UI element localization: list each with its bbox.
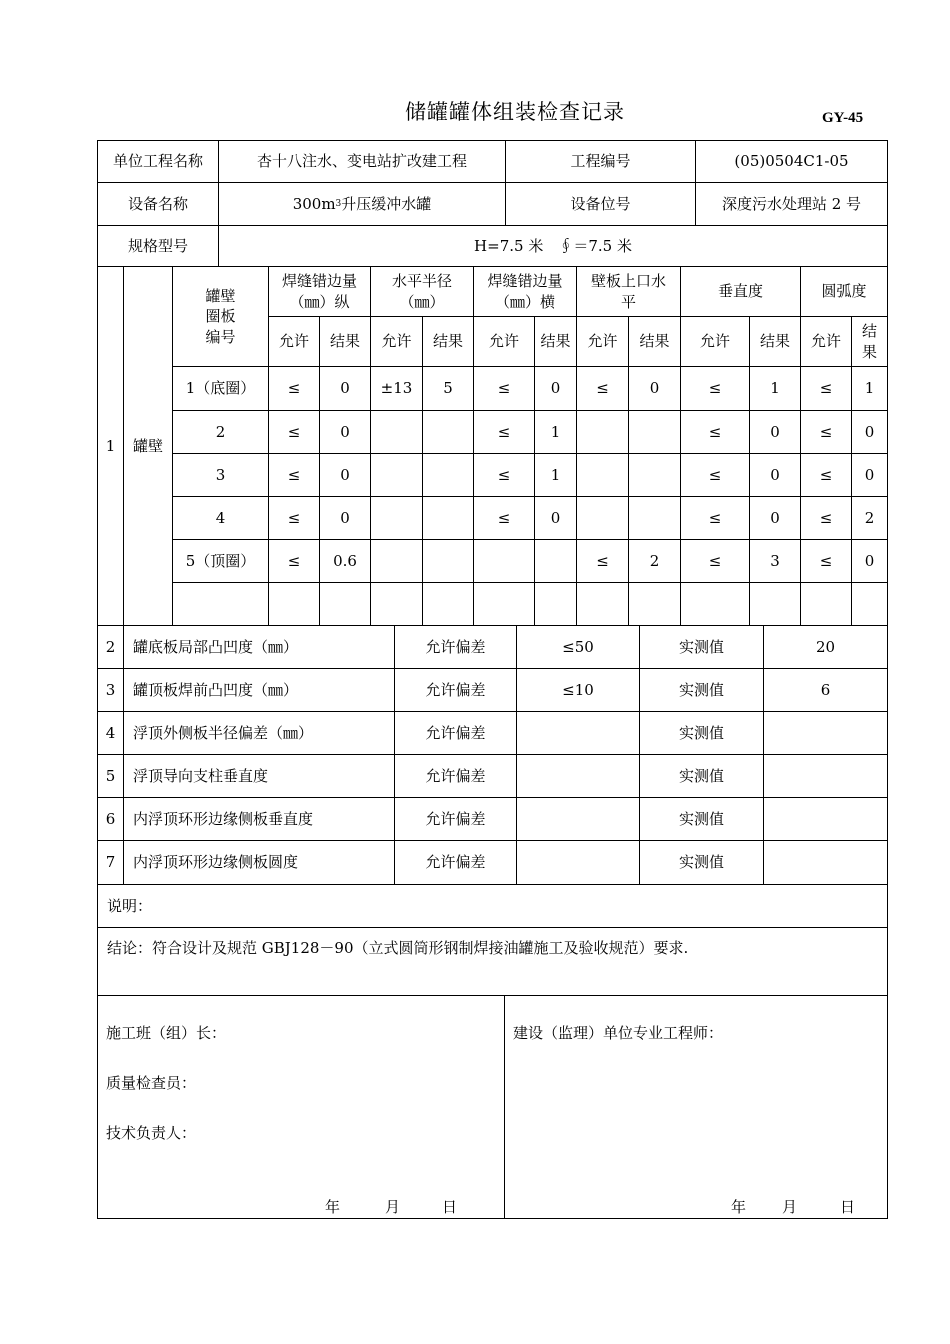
result-value <box>422 410 474 454</box>
equipment-volume: 300m <box>292 194 336 213</box>
allow-value <box>800 582 852 626</box>
allow-value <box>576 453 629 497</box>
tolerance-value <box>516 840 640 885</box>
item-number: 1 <box>97 266 124 626</box>
result-value <box>628 496 681 540</box>
item-name: 罐顶板焊前凸凹度（㎜） <box>123 668 395 712</box>
date-month-label: 月 <box>385 1198 401 1216</box>
result-value: 0 <box>319 366 371 411</box>
result-value <box>319 582 371 626</box>
result-value <box>749 582 801 626</box>
allow-value: ≤ <box>268 410 320 454</box>
allow-header: 允许 <box>680 316 750 367</box>
allow-value <box>370 453 423 497</box>
tolerance-value <box>516 797 640 841</box>
allow-value: ≤ <box>680 366 750 411</box>
ring-number-header: 罐壁圈板编号 <box>172 266 269 367</box>
project-number-value: (05)0504C1-05 <box>695 140 888 183</box>
result-value <box>851 582 888 626</box>
result-value <box>628 453 681 497</box>
ring-number: 4 <box>172 496 269 540</box>
allow-value: ≤ <box>473 410 535 454</box>
tolerance-label: 允许偏差 <box>394 625 517 669</box>
allow-header: 允许 <box>800 316 852 367</box>
allow-value <box>576 582 629 626</box>
supervisor-engineer-label: 建设（监理）单位专业工程师： <box>513 1024 724 1042</box>
ring-number: 5（顶圈） <box>172 539 269 583</box>
allow-value: ≤ <box>800 539 852 583</box>
measured-label: 实测值 <box>639 840 764 885</box>
item-name: 浮顶外侧板半径偏差（㎜） <box>123 711 395 755</box>
result-value: 0 <box>851 453 888 497</box>
project-name-value: 杏十八注水、变电站扩改建工程 <box>218 140 506 183</box>
measured-value: 20 <box>763 625 888 669</box>
measured-label: 实测值 <box>639 711 764 755</box>
date-year-label: 年 <box>731 1198 747 1216</box>
allow-value: ≤ <box>680 496 750 540</box>
result-value: 1 <box>851 366 888 411</box>
result-value: 2 <box>628 539 681 583</box>
allow-value <box>576 410 629 454</box>
ring-number: 1（底圈） <box>172 366 269 411</box>
weld-misalign-transverse-header: 焊缝错边量（㎜）横 <box>473 266 577 317</box>
result-header: 结果 <box>628 316 681 367</box>
item-name: 内浮顶环形边缘侧板圆度 <box>123 840 395 885</box>
weld-misalign-longitudinal-header: 焊缝错边量（㎜）纵 <box>268 266 371 317</box>
item-number: 6 <box>97 797 124 841</box>
result-value: 1 <box>749 366 801 411</box>
allow-header: 允许 <box>268 316 320 367</box>
item-name: 浮顶导向支柱垂直度 <box>123 754 395 798</box>
result-value <box>534 582 577 626</box>
result-value: 2 <box>851 496 888 540</box>
ring-number <box>172 582 269 626</box>
allow-header: 允许 <box>370 316 423 367</box>
date-day-label: 日 <box>442 1198 458 1216</box>
tolerance-value <box>516 754 640 798</box>
allow-value: ≤ <box>268 453 320 497</box>
allow-value <box>473 539 535 583</box>
measured-value <box>763 797 888 841</box>
tolerance-value: ≤10 <box>516 668 640 712</box>
measured-value: 6 <box>763 668 888 712</box>
item-number: 7 <box>97 840 124 885</box>
team-leader-label: 施工班（组）长： <box>106 1024 227 1042</box>
measured-value <box>763 840 888 885</box>
allow-value: ±13 <box>370 366 423 411</box>
result-value: 1 <box>534 410 577 454</box>
equipment-position-label: 设备位号 <box>505 182 696 226</box>
result-value <box>534 539 577 583</box>
allow-value: ≤ <box>268 539 320 583</box>
result-value: 0 <box>749 496 801 540</box>
result-value: 0 <box>851 410 888 454</box>
allow-value: ≤ <box>800 453 852 497</box>
result-value: 0 <box>319 453 371 497</box>
result-value <box>422 453 474 497</box>
allow-value <box>473 582 535 626</box>
result-header: 结果 <box>319 316 371 367</box>
allow-value: ≤ <box>680 539 750 583</box>
allow-value: ≤ <box>680 410 750 454</box>
allow-value: ≤ <box>473 366 535 411</box>
measured-label: 实测值 <box>639 668 764 712</box>
project-name-label: 单位工程名称 <box>97 140 219 183</box>
result-value: 0 <box>749 453 801 497</box>
measured-label: 实测值 <box>639 625 764 669</box>
allow-value <box>370 496 423 540</box>
allow-value: ≤ <box>473 496 535 540</box>
result-value: 0 <box>851 539 888 583</box>
result-header: 结果 <box>534 316 577 367</box>
allow-value <box>680 582 750 626</box>
item-number: 3 <box>97 668 124 712</box>
equipment-type: 升压缓冲水罐 <box>341 194 432 213</box>
result-value <box>628 582 681 626</box>
spec-model-value: H=7.5 米 ∮＝7.5 米 <box>218 225 888 267</box>
allow-value <box>268 582 320 626</box>
result-value: 0 <box>319 496 371 540</box>
result-value: 0.6 <box>319 539 371 583</box>
project-number-label: 工程编号 <box>505 140 696 183</box>
ring-number: 3 <box>172 453 269 497</box>
quality-inspector-label: 质量检查员： <box>106 1074 197 1092</box>
roundness-header: 圆弧度 <box>800 266 888 317</box>
tolerance-value: ≤50 <box>516 625 640 669</box>
result-header: 结果 <box>749 316 801 367</box>
item-name: 内浮顶环形边缘侧板垂直度 <box>123 797 395 841</box>
form-code: GY-45 <box>822 110 864 126</box>
horizontal-radius-header: 水平半径（㎜） <box>370 266 474 317</box>
allow-value: ≤ <box>680 453 750 497</box>
result-value: 0 <box>628 366 681 411</box>
tolerance-label: 允许偏差 <box>394 754 517 798</box>
result-value: 0 <box>534 366 577 411</box>
result-value: 0 <box>534 496 577 540</box>
result-value <box>628 410 681 454</box>
conclusion-field: 结论：符合设计及规范 GBJ128－90（立式圆筒形钢制焊接油罐施工及验收规范）要求. <box>97 927 888 996</box>
result-header: 结果 <box>422 316 474 367</box>
equipment-position-value: 深度污水处理站 2 号 <box>695 182 888 226</box>
allow-value: ≤ <box>268 496 320 540</box>
date-month-label: 月 <box>782 1198 798 1216</box>
ring-number: 2 <box>172 410 269 454</box>
allow-value: ≤ <box>576 539 629 583</box>
item-name: 罐底板局部凸凹度（㎜） <box>123 625 395 669</box>
result-value: 0 <box>319 410 371 454</box>
measured-label: 实测值 <box>639 797 764 841</box>
spec-model-label: 规格型号 <box>97 225 219 267</box>
document-title: 储罐罐体组装检查记录 <box>405 100 625 124</box>
result-value: 5 <box>422 366 474 411</box>
top-level-header: 壁板上口水平 <box>576 266 681 317</box>
measured-value <box>763 754 888 798</box>
date-year-label: 年 <box>325 1198 341 1216</box>
tolerance-label: 允许偏差 <box>394 797 517 841</box>
allow-value: ≤ <box>800 366 852 411</box>
measured-label: 实测值 <box>639 754 764 798</box>
equipment-volume-unit-exp: 3 <box>335 198 342 209</box>
measured-value <box>763 711 888 755</box>
tolerance-label: 允许偏差 <box>394 668 517 712</box>
date-day-label: 日 <box>840 1198 856 1216</box>
equipment-name-value <box>218 182 506 226</box>
result-header: 结果 <box>851 316 888 367</box>
result-value <box>422 539 474 583</box>
result-value <box>422 496 474 540</box>
equipment-name-label: 设备名称 <box>97 182 219 226</box>
remark-field: 说明： <box>97 884 888 928</box>
allow-value: ≤ <box>800 496 852 540</box>
allow-value: ≤ <box>268 366 320 411</box>
result-value: 0 <box>749 410 801 454</box>
item-number: 4 <box>97 711 124 755</box>
result-value: 3 <box>749 539 801 583</box>
verticality-header: 垂直度 <box>680 266 801 317</box>
result-value: 1 <box>534 453 577 497</box>
allow-value: ≤ <box>576 366 629 411</box>
result-value <box>422 582 474 626</box>
tolerance-label: 允许偏差 <box>394 840 517 885</box>
tolerance-value <box>516 711 640 755</box>
allow-value: ≤ <box>473 453 535 497</box>
allow-value <box>370 582 423 626</box>
allow-header: 允许 <box>473 316 535 367</box>
item-number: 2 <box>97 625 124 669</box>
allow-value <box>370 539 423 583</box>
allow-value: ≤ <box>800 410 852 454</box>
tolerance-label: 允许偏差 <box>394 711 517 755</box>
allow-value <box>370 410 423 454</box>
technical-lead-label: 技术负责人： <box>106 1124 197 1142</box>
allow-header: 允许 <box>576 316 629 367</box>
item-number: 5 <box>97 754 124 798</box>
allow-value <box>576 496 629 540</box>
wall-group-label: 罐壁 <box>123 266 173 626</box>
